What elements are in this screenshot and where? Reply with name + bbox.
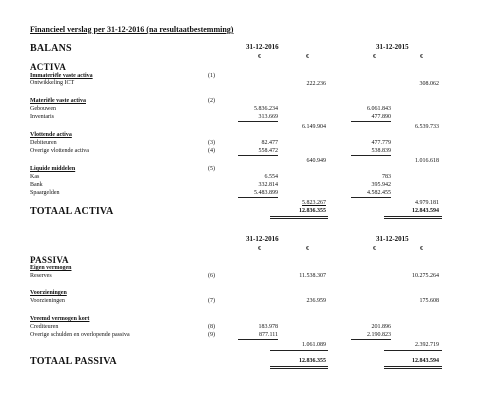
bank-2016: 332.814 bbox=[258, 182, 278, 188]
totaal-activa-label: TOTAAL ACTIVA bbox=[30, 206, 114, 217]
note-ref-2: (2) bbox=[208, 98, 215, 104]
liquide-middelen-total-2015: 4.979.181 bbox=[415, 200, 439, 206]
totaal-passiva-2015: 12.843.594 bbox=[412, 358, 439, 364]
subtotal-rule bbox=[238, 155, 278, 156]
column-header-2015: 31-12-2015 bbox=[376, 43, 409, 51]
subtotal-rule bbox=[238, 339, 278, 340]
crediteuren-2015: 201.896 bbox=[371, 324, 391, 330]
gebouwen-2015: 6.061.843 bbox=[367, 106, 391, 112]
report-title: Financieel verslag per 31-12-2016 (na resultaatbestemming) bbox=[30, 25, 234, 34]
total-rule bbox=[270, 350, 328, 351]
currency-2015-left: € bbox=[373, 54, 376, 60]
vreemd-vermogen-total-2015: 2.392.719 bbox=[415, 342, 439, 348]
kas-2015: 783 bbox=[382, 174, 391, 180]
inventaris-label: Inventaris bbox=[30, 114, 54, 120]
note-ref-7: (7) bbox=[208, 298, 215, 304]
note-ref-4: (4) bbox=[208, 148, 215, 154]
vlottende-activa-total-2016: 640.949 bbox=[306, 158, 326, 164]
liquide-middelen-total-2016: 5.823.267 bbox=[302, 200, 326, 206]
vlottende-activa-total-2015: 1.016.618 bbox=[415, 158, 439, 164]
overige-schulden-label: Overige schulden en overlopende passiva bbox=[30, 332, 130, 338]
subtotal-rule bbox=[351, 155, 391, 156]
gebouwen-2016: 5.836.234 bbox=[254, 106, 278, 112]
subtotal-rule bbox=[351, 339, 391, 340]
inventaris-2015: 477.890 bbox=[371, 114, 391, 120]
ontwikkeling-ict-2015: 308.062 bbox=[419, 81, 439, 87]
vlottende-activa-label: Vlottende activa bbox=[30, 132, 72, 138]
inventaris-2016: 313.669 bbox=[258, 114, 278, 120]
gebouwen-label: Gebouwen bbox=[30, 106, 56, 112]
total-rule bbox=[384, 350, 442, 351]
debiteuren-label: Debiteuren bbox=[30, 140, 57, 146]
overige-schulden-2016: 877.111 bbox=[258, 332, 278, 338]
note-ref-6: (6) bbox=[208, 273, 215, 279]
passiva-currency-2016-right: € bbox=[306, 246, 309, 252]
crediteuren-label: Crediteuren bbox=[30, 324, 59, 330]
subtotal-rule bbox=[238, 121, 278, 122]
crediteuren-2016: 183.978 bbox=[258, 324, 278, 330]
total-rule bbox=[270, 368, 328, 369]
currency-2016-left: € bbox=[258, 54, 261, 60]
note-ref-3: (3) bbox=[208, 140, 215, 146]
subtotal-rule bbox=[238, 197, 278, 198]
overige-vlottende-activa-2016: 558.472 bbox=[258, 148, 278, 154]
debiteuren-2016: 82.477 bbox=[261, 140, 278, 146]
kas-2016: 6.554 bbox=[264, 174, 278, 180]
materiele-vaste-activa-label: Materiële vaste activa bbox=[30, 98, 86, 104]
passiva-currency-2015-right: € bbox=[420, 246, 423, 252]
bank-label: Bank bbox=[30, 182, 43, 188]
activa-heading: ACTIVA bbox=[30, 62, 67, 72]
vreemd-vermogen-total-2016: 1.061.089 bbox=[302, 342, 326, 348]
currency-2015-right: € bbox=[420, 54, 423, 60]
voorzieningen-label: Voorzieningen bbox=[30, 298, 65, 304]
passiva-currency-2015-left: € bbox=[373, 246, 376, 252]
totaal-activa-2015: 12.843.594 bbox=[412, 208, 439, 214]
note-ref-9: (9) bbox=[208, 332, 215, 338]
total-rule bbox=[270, 218, 328, 219]
subtotal-rule bbox=[351, 197, 391, 198]
balans-title: BALANS bbox=[30, 43, 72, 54]
total-rule bbox=[384, 366, 442, 367]
spaargelden-label: Spaargelden bbox=[30, 190, 60, 196]
ontwikkeling-ict-label: Ontwikkeling ICT bbox=[30, 80, 75, 86]
materiele-vaste-activa-total-2015: 6.539.733 bbox=[415, 124, 439, 130]
reserves-2015: 10.275.264 bbox=[412, 273, 439, 279]
ontwikkeling-ict-2016: 222.236 bbox=[306, 81, 326, 87]
currency-2016-right: € bbox=[306, 54, 309, 60]
note-ref-8: (8) bbox=[208, 324, 215, 330]
totaal-passiva-2016: 12.836.355 bbox=[299, 358, 326, 364]
column-header-2016: 31-12-2016 bbox=[246, 43, 279, 51]
totaal-passiva-label: TOTAAL PASSIVA bbox=[30, 356, 117, 367]
total-rule bbox=[270, 216, 328, 217]
voorzieningen-2015: 175.608 bbox=[419, 298, 439, 304]
liquide-middelen-label: Liquide middelen bbox=[30, 166, 76, 172]
debiteuren-2015: 477.779 bbox=[371, 140, 391, 146]
passiva-column-header-2015: 31-12-2015 bbox=[376, 235, 409, 243]
overige-schulden-2015: 2.190.823 bbox=[367, 332, 391, 338]
kas-label: Kas bbox=[30, 174, 40, 180]
note-ref-1: (1) bbox=[208, 73, 215, 79]
immateriele-vaste-activa-label: Immateriële vaste activa bbox=[30, 73, 93, 79]
spaargelden-2015: 4.582.455 bbox=[367, 190, 391, 196]
overige-vlottende-activa-2015: 538.839 bbox=[371, 148, 391, 154]
total-rule bbox=[384, 216, 442, 217]
bank-2015: 395.942 bbox=[371, 182, 391, 188]
subtotal-rule bbox=[351, 121, 391, 122]
total-rule bbox=[384, 218, 442, 219]
total-rule bbox=[270, 366, 328, 367]
eigen-vermogen-label: Eigen vermogen bbox=[30, 265, 72, 271]
passiva-column-header-2016: 31-12-2016 bbox=[246, 235, 279, 243]
passiva-heading: PASSIVA bbox=[30, 255, 69, 265]
reserves-2016: 11.538.307 bbox=[299, 273, 326, 279]
reserves-label: Reserves bbox=[30, 273, 52, 279]
overige-vlottende-activa-label: Overige vlottende activa bbox=[30, 148, 89, 154]
voorzieningen-2016: 236.959 bbox=[306, 298, 326, 304]
note-ref-5: (5) bbox=[208, 166, 215, 172]
totaal-activa-2016: 12.836.355 bbox=[299, 208, 326, 214]
materiele-vaste-activa-total-2016: 6.149.904 bbox=[302, 124, 326, 130]
voorzieningen-section-label: Voorzieningen bbox=[30, 290, 67, 296]
vreemd-vermogen-kort-label: Vreemd vermogen kort bbox=[30, 316, 90, 322]
passiva-currency-2016-left: € bbox=[258, 246, 261, 252]
spaargelden-2016: 5.483.899 bbox=[254, 190, 278, 196]
total-rule bbox=[384, 368, 442, 369]
